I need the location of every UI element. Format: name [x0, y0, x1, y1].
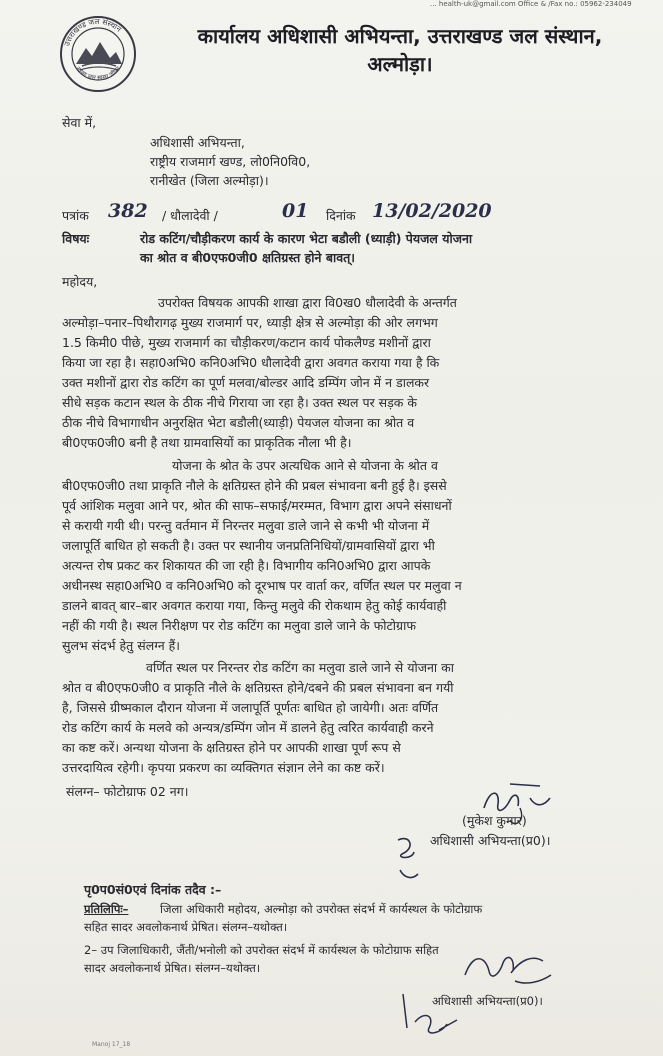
svg-text:स्वच्छ जल स्वस्थ जीवन: स्वच्छ जल स्वस्थ जीवन: [74, 65, 122, 82]
copy-label: प्रतिलिपिः–: [84, 902, 129, 916]
subject-label: विषयः: [62, 231, 90, 246]
p1-line: किया जा रहा है। सहा0अभि0 कनि0अभि0 धौलादेवी द्वारा अवगत कराया गया है कि: [62, 355, 440, 370]
p3-line: रोड कटिंग कार्य के मलवे को अन्यत्र/डम्पिंग जोन में डालने हेतु त्वरित कार्यवाही करने: [62, 720, 434, 735]
greeting: महोदय,: [62, 274, 98, 289]
ref-date: 13/02/2020: [372, 200, 492, 222]
p1-line: ठीक नीचे विभागाधीन अनुरक्षित भेटा बडौली(ध्याड़ी) पेयजल योजना का श्रोत व: [62, 415, 415, 430]
p1-line: बी0एफ0जी0 बनी है तथा ग्रामवासियों का प्राकृतिक नौला भी है।: [62, 435, 352, 450]
p2-line: अत्यन्त रोष प्रकट कर शिकायत की जा रही है। विभागीय कनि0अभि0 द्वारा आपके: [62, 558, 431, 573]
ref-label: पत्रांक: [62, 208, 89, 223]
p3-line: श्रोत व बी0एफ0जी0 व प्राकृति नौले के क्षतिग्रस्त होने/दबने की प्रबल संभावना बन गयी: [62, 680, 454, 695]
copy-item2-line2: सादर अवलोकनार्थ प्रेषित। संलग्न–यथोक्त।: [84, 961, 261, 975]
p1-line: सीधे सड़क कटान स्थल के ठीक नीचे गिराया जा रहा है। उक्त स्थल पर सड़क के: [62, 395, 417, 410]
salutation: सेवा में,: [62, 115, 97, 130]
ref-number: 382: [108, 200, 148, 222]
ref-date-label: दिनांक: [326, 208, 356, 223]
p2-line: सुलभ संदर्भ हेतु संलग्न हैं।: [62, 638, 180, 653]
p2-line: डालने बावत् बार–बार अवगत कराया गया, किन्तु मलुवे की रोकथाम हेतु कोई कार्यवाही: [62, 598, 447, 613]
contact-line: ... health-uk@gmail.com Office & /Fax no.: 05962-234049: [430, 0, 632, 8]
p3-line: का कष्ट करें। अन्यथा योजना के क्षतिग्रस्त होने पर आपकी शाखा पूर्ण रूप से: [62, 740, 401, 755]
handwritten-signature-2: [455, 945, 565, 995]
addressee-line1: अधिशासी अभियन्ता,: [150, 135, 245, 150]
office-title: [150, 22, 650, 78]
p1-line: 1.5 किमी0 पीछे, मुख्य राजमार्ग का चौड़ीकरण/कटान कार्य पोकलैण्ड मशीनों द्वारा: [62, 335, 431, 350]
p3-line: वर्णित स्थल पर निरन्तर रोड कटिंग का मलुवा डाले जाने से योजना का: [146, 660, 454, 675]
p3-line: उत्तरदायित्व रहेगी। कृपया प्रकरण का व्यक्तिगत संज्ञान लेने का कष्ट करें।: [62, 760, 385, 775]
paragraph-3: [62, 658, 622, 778]
pen-scribble: [395, 990, 465, 1040]
enclosure-note: संलग्न– फोटोग्राफ 02 नग।: [66, 784, 189, 799]
p1-line: उपरोक्त विषयक आपकी शाखा द्वारा वि0ख0 धौलादेवी के अन्तर्गत: [158, 295, 457, 310]
p3-line: है, जिससे ग्रीष्मकाल दौरान योजना में जलापूर्ति पूर्णतः बाधित हो जायेगी। अतः वर्णित: [62, 700, 439, 715]
footer-note: Manoj 17_18: [92, 1041, 131, 1048]
p2-line: बी0एफ0जी0 तथा प्राकृति नौले के क्षतिग्रस्त होने की प्रबल संभावना बनी हुई है। इससे: [62, 478, 447, 493]
svg-text:उत्तराखण्ड जल संस्थान: उत्तराखण्ड जल संस्थान: [62, 16, 124, 48]
addressee-line2: राष्ट्रीय राजमार्ग खण्ड, लो0नि0वि0,: [150, 154, 311, 169]
subject-line1: रोड कटिंग/चौड़ीकरण कार्य के कारण भेटा बडौली (ध्याड़ी) पेयजल योजना: [140, 231, 473, 246]
copy-item2-line1: 2– उप जिलाधिकारी, जैंती/भनोली को उपरोक्त संदर्भ में कार्यस्थल के फोटोग्राफ सहित: [84, 943, 439, 957]
signatory-name: (मुकेश कुमार): [462, 813, 527, 828]
jal-sansthan-logo: [58, 14, 138, 94]
p2-line: नहीं की गयी है। स्थल निरीक्षण पर रोड कटिंग का मलुवा डाले जाने के फोटोग्राफ: [62, 618, 416, 633]
copy-item1-line1: जिला अधिकारी महोदय, अल्मोड़ा को उपरोक्त संदर्भ में कार्यस्थल के फोटोग्राफ: [160, 902, 483, 916]
subject-line2: का श्रोत व बी0एफ0जी0 क्षतिग्रस्त होने बावत्।: [140, 250, 356, 265]
copy-signatory-designation: अधिशासी अभियन्ता(प्र0)।: [432, 994, 543, 1008]
signatory-designation: अधिशासी अभियन्ता(प्र0)।: [430, 833, 551, 848]
pen-mark: [390, 830, 430, 890]
p1-line: उक्त मशीनों द्वारा रोड कटिंग का पूर्ण मलवा/बोल्डर आदि डम्पिंग जोन में न डालकर: [62, 375, 430, 390]
p2-line: से करायी गयी थी। परन्तु वर्तमान में निरन्तर मलुवा डाले जाने से कभी भी योजना में: [62, 518, 430, 533]
p2-line: जलापूर्ति बाधित हो सकती है। उक्त पर स्थानीय जनप्रतिनिधियों/ग्रामवासियों द्वारा भी: [62, 538, 435, 553]
paragraph-2: [62, 456, 622, 656]
office-title-line2: अल्मोड़ा।: [367, 52, 433, 76]
copy-heading: पृ0प0सं0एवं दिनांक तदैव :–: [84, 882, 222, 897]
addressee-line3: रानीखेत (जिला अल्मोड़ा)।: [150, 173, 269, 188]
copy-item1-line2: सहित सादर अवलोकनार्थ प्रेषित। संलग्न–यथोक्त।: [84, 920, 288, 934]
p2-line: पूर्व आंशिक मलुवा आने पर, श्रोत की साफ–सफाई/मरम्मत, विभाग द्वारा अपने संसाधनों: [62, 498, 452, 513]
p2-line: योजना के श्रोत के उपर अत्यधिक आने से योजना के श्रोत व: [172, 458, 438, 473]
ref-sub-number: 01: [282, 200, 309, 222]
paragraph-1: [62, 293, 622, 453]
ref-place: / धौलादेवी /: [162, 208, 218, 223]
p2-line: अधीनस्थ सहा0अभि0 व कनि0अभि0 को दूरभाष पर वार्ता कर, वर्णित स्थल पर मलुवा न: [62, 578, 462, 593]
office-title-line1: कार्यालय अधिशासी अभियन्ता, उत्तराखण्ड जल संस्थान,: [197, 24, 603, 48]
p1-line: अल्मोड़ा–पनार–पिथौरागढ़ मुख्य राजमार्ग पर, ध्याड़ी क्षेत्र से अल्मोड़ा की ओर लगभग: [62, 315, 438, 330]
